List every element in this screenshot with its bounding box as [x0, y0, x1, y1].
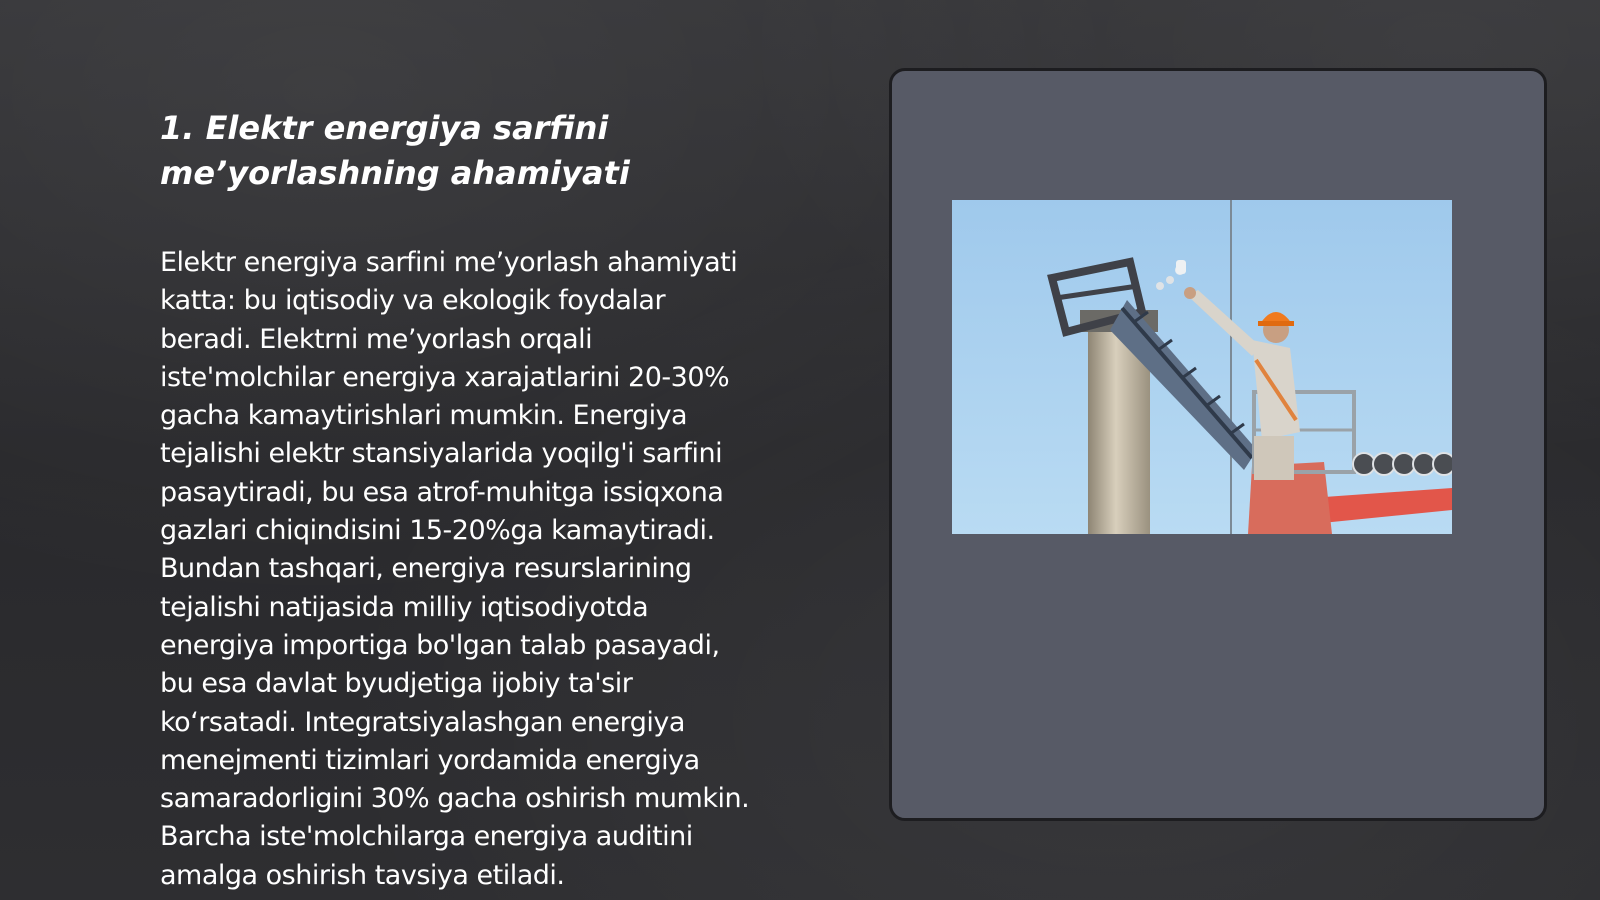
slide-title: 1. Elektr energiya sarfini me’yorlashning ahamiyati: [160, 109, 630, 192]
electrician-photo: [952, 200, 1452, 534]
slide-body-text: Elektr energiya sarfini me’yorlash ahamiyati katta: bu iqtisodiy va ekologik foydalar beradi. Elektrni me’yorlash orqali iste'molchilar energiya xarajatlarini 20-30% gacha kamaytirishlari mumkin. Energiya tejalishi elektr stansiyalarida yoqilg'i sarfini pasaytiradi, bu esa atrof-muhitga issiqxona gazlari chiqindisini 15-20%ga kamaytiradi. Bundan tashqari, energiya resurslarining tejalishi natijasida milliy iqtisodiyotda energiya importiga bo'lgan talab pasayadi, bu esa davlat byudjetiga ijobiy ta'sir ko‘rsatadi. Integratsiyalashgan energiya menejmenti tizimlari yordamida energiya samaradorligini 30% gacha oshirish mumkin. Barcha iste'molchilarga energiya auditini amalga oshirish tavsiya etiladi.: [160, 247, 750, 891]
text-column: [160, 106, 850, 895]
photo-card: [889, 68, 1547, 821]
